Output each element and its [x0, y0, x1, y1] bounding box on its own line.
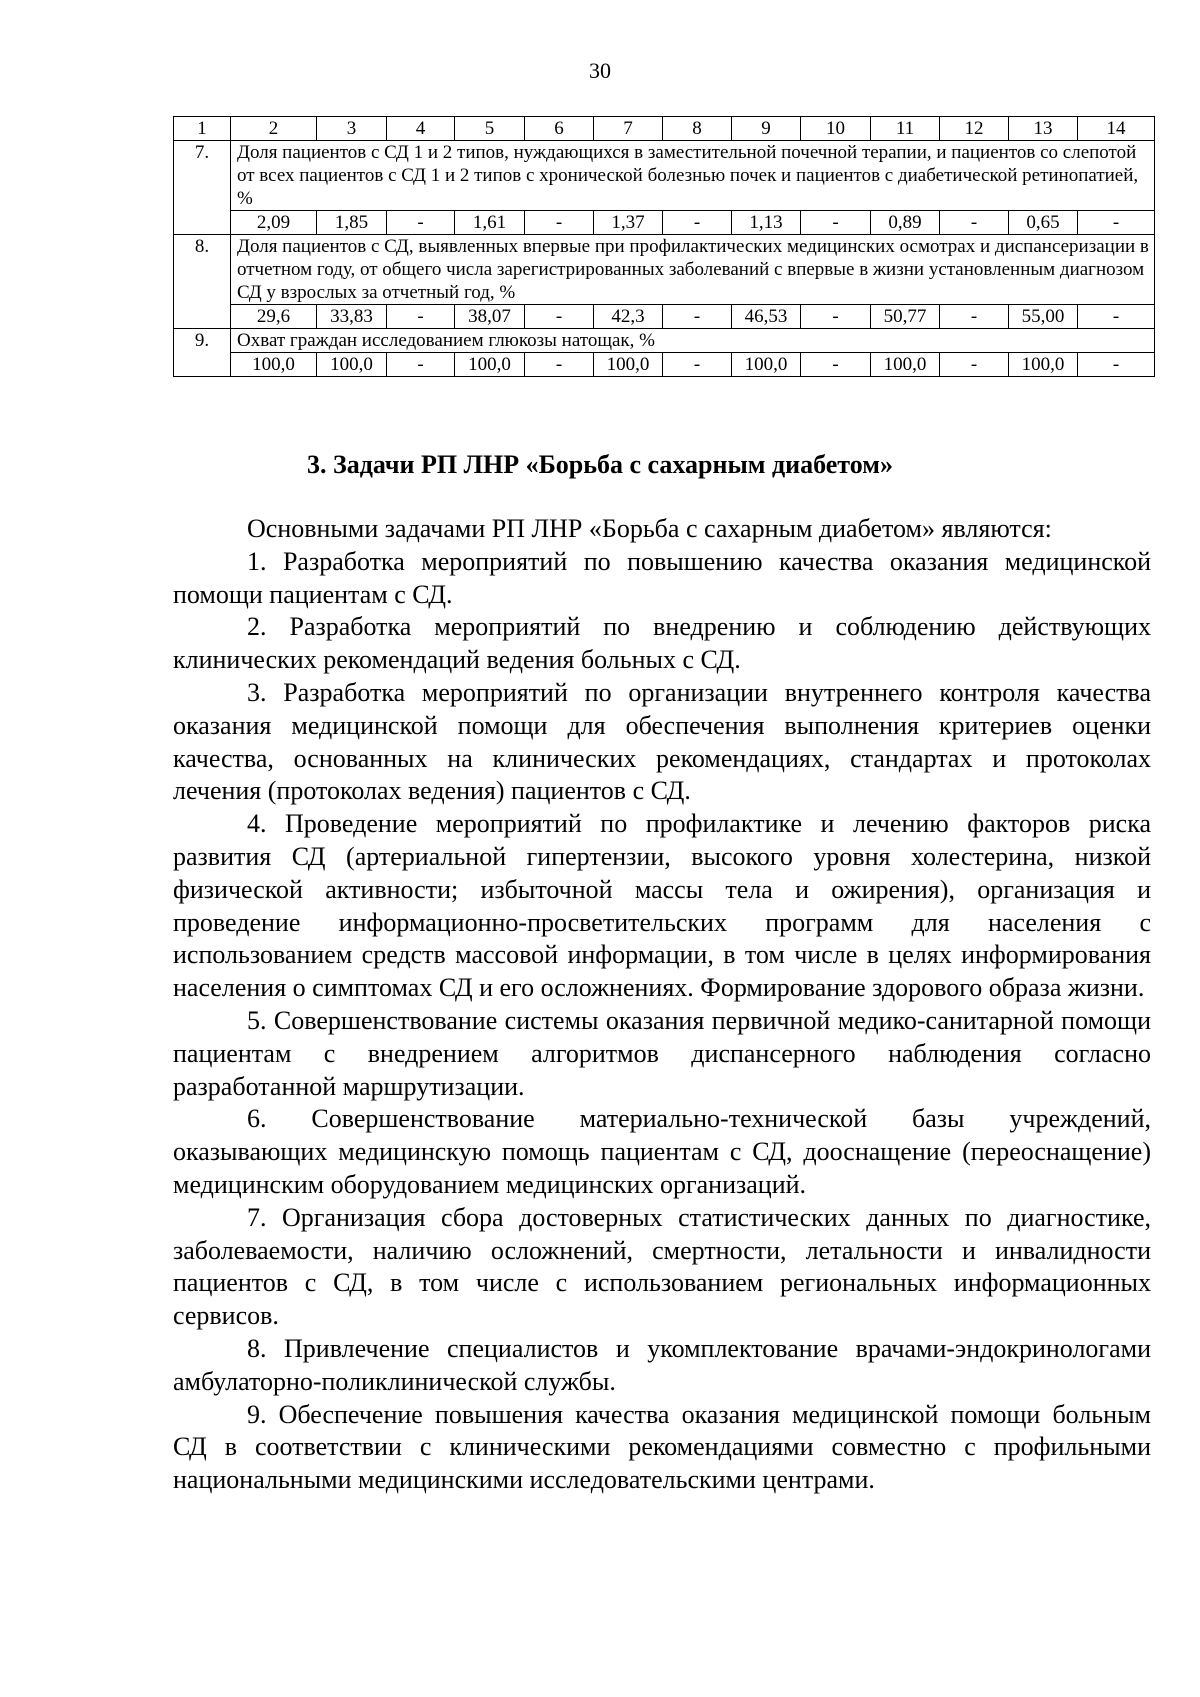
value-cell: -	[801, 305, 871, 329]
value-cell: -	[1078, 353, 1155, 377]
value-cell: -	[387, 305, 455, 329]
value-cell: -	[387, 211, 455, 235]
header-cell: 11	[871, 117, 940, 141]
value-cell: 29,6	[231, 305, 317, 329]
value-cell: 100,0	[871, 353, 940, 377]
indicator-description: Доля пациентов с СД, выявленных впервые при профилактических медицинских осмотрах и диспансеризации в отчетном году, от общего числа зарегистрированных заболеваний с впервые в жизни установленным диагнозом СД у взрослых за отчетный год, %	[231, 235, 1155, 305]
header-cell: 14	[1078, 117, 1155, 141]
row-number: 8.	[174, 235, 231, 329]
value-cell: 46,53	[732, 305, 801, 329]
table-values-row	[174, 305, 1155, 329]
header-cell: 6	[525, 117, 594, 141]
page-number: 30	[589, 58, 611, 83]
header-cell: 3	[317, 117, 387, 141]
section-body	[173, 513, 1151, 1497]
value-cell: -	[940, 211, 1009, 235]
value-cell: 55,00	[1009, 305, 1078, 329]
value-cell: 2,09	[231, 211, 317, 235]
task-item: 2. Разработка мероприятий по внедрению и соблюдению действующих клинических рекомендаций ведения больных с СД.	[173, 612, 1151, 675]
value-cell: -	[663, 353, 732, 377]
table-row	[174, 141, 1155, 211]
table-values-row	[174, 353, 1155, 377]
task-item: 8. Привлечение специалистов и укомплектование врачами-эндокринологами амбулаторно-поликлинической службы.	[173, 1333, 1151, 1396]
section-title: 3. Задачи РП ЛНР «Борьба с сахарным диабетом»	[307, 450, 893, 479]
value-cell: -	[940, 353, 1009, 377]
value-cell: 0,89	[871, 211, 940, 235]
value-cell: -	[525, 211, 594, 235]
indicator-description: Охват граждан исследованием глюкозы натощак, %	[231, 329, 1155, 353]
value-cell: 1,85	[317, 211, 387, 235]
value-cell: 100,0	[732, 353, 801, 377]
header-cell: 13	[1009, 117, 1078, 141]
value-cell: 50,77	[871, 305, 940, 329]
task-item: 9. Обеспечение повышения качества оказания медицинской помощи больным СД в соответствии с клиническими рекомендациями совместно с профильными национальными медицинскими исследовательскими центрами.	[173, 1399, 1151, 1495]
indicator-description: Доля пациентов с СД 1 и 2 типов, нуждающихся в заместительной почечной терапии, и пациентов со слепотой от всех пациентов с СД 1 и 2 типов с хронической болезнью почек и пациентов с диабетической ретинопатией, %	[231, 141, 1155, 211]
header-cell: 12	[940, 117, 1009, 141]
header-cell: 1	[174, 117, 231, 141]
value-cell: -	[801, 211, 871, 235]
value-cell: -	[525, 305, 594, 329]
value-cell: 38,07	[455, 305, 525, 329]
task-item: 4. Проведение мероприятий по профилактике и лечению факторов риска развития СД (артериальной гипертензии, высокого уровня холестерина, низкой физической активности; избыточной массы тела и ожирения), организация и проведение информационно-просветительских программ для населения с использованием средств массовой информации, в том числе в целях информирования населения о симптомах СД и его осложнениях. Формирование здорового образа жизни.	[173, 809, 1151, 1003]
header-cell: 2	[231, 117, 317, 141]
task-item: 1. Разработка мероприятий по повышению качества оказания медицинской помощи пациентам с СД.	[173, 546, 1151, 609]
table-row	[174, 329, 1155, 353]
value-cell: -	[1078, 305, 1155, 329]
table-header-row	[174, 117, 1155, 141]
task-item: 5. Совершенствование системы оказания первичной медико-санитарной помощи пациентам с внедрением алгоритмов диспансерного наблюдения согласно разработанной маршрутизации.	[173, 1005, 1151, 1101]
task-item: 3. Разработка мероприятий по организации внутреннего контроля качества оказания медицинской помощи для обеспечения выполнения критериев оценки качества, основанных на клинических рекомендациях, стандартах и протоколах лечения (протоколах ведения) пациентов с СД.	[173, 677, 1151, 806]
indicators-table	[173, 116, 1155, 377]
value-cell: 100,0	[594, 353, 663, 377]
row-number: 7.	[174, 141, 231, 235]
value-cell: -	[1078, 211, 1155, 235]
value-cell: 100,0	[455, 353, 525, 377]
header-cell: 8	[663, 117, 732, 141]
value-cell: -	[663, 305, 732, 329]
header-cell: 5	[455, 117, 525, 141]
value-cell: 0,65	[1009, 211, 1078, 235]
value-cell: 42,3	[594, 305, 663, 329]
value-cell: 1,61	[455, 211, 525, 235]
header-cell: 7	[594, 117, 663, 141]
value-cell: -	[801, 353, 871, 377]
value-cell: 1,37	[594, 211, 663, 235]
task-item: 6. Совершенствование материально-технической базы учреждений, оказывающих медицинскую помощь пациентам с СД, дооснащение (переоснащение) медицинским оборудованием медицинских организаций.	[173, 1104, 1151, 1199]
header-cell: 4	[387, 117, 455, 141]
value-cell: 1,13	[732, 211, 801, 235]
value-cell: 33,83	[317, 305, 387, 329]
task-item: 7. Организация сбора достоверных статистических данных по диагностике, заболеваемости, наличию осложнений, смертности, летальности и инвалидности пациентов с СД, в том числе с использованием региональных информационных сервисов.	[173, 1202, 1151, 1331]
section-intro: Основными задачами РП ЛНР «Борьба с сахарным диабетом» являются:	[247, 514, 1052, 543]
value-cell: -	[663, 211, 732, 235]
row-number: 9.	[174, 329, 231, 377]
table-values-row	[174, 211, 1155, 235]
value-cell: 100,0	[317, 353, 387, 377]
header-cell: 10	[801, 117, 871, 141]
value-cell: 100,0	[1009, 353, 1078, 377]
table-row	[174, 235, 1155, 305]
value-cell: 100,0	[231, 353, 317, 377]
value-cell: -	[525, 353, 594, 377]
header-cell: 9	[732, 117, 801, 141]
value-cell: -	[940, 305, 1009, 329]
value-cell: -	[387, 353, 455, 377]
